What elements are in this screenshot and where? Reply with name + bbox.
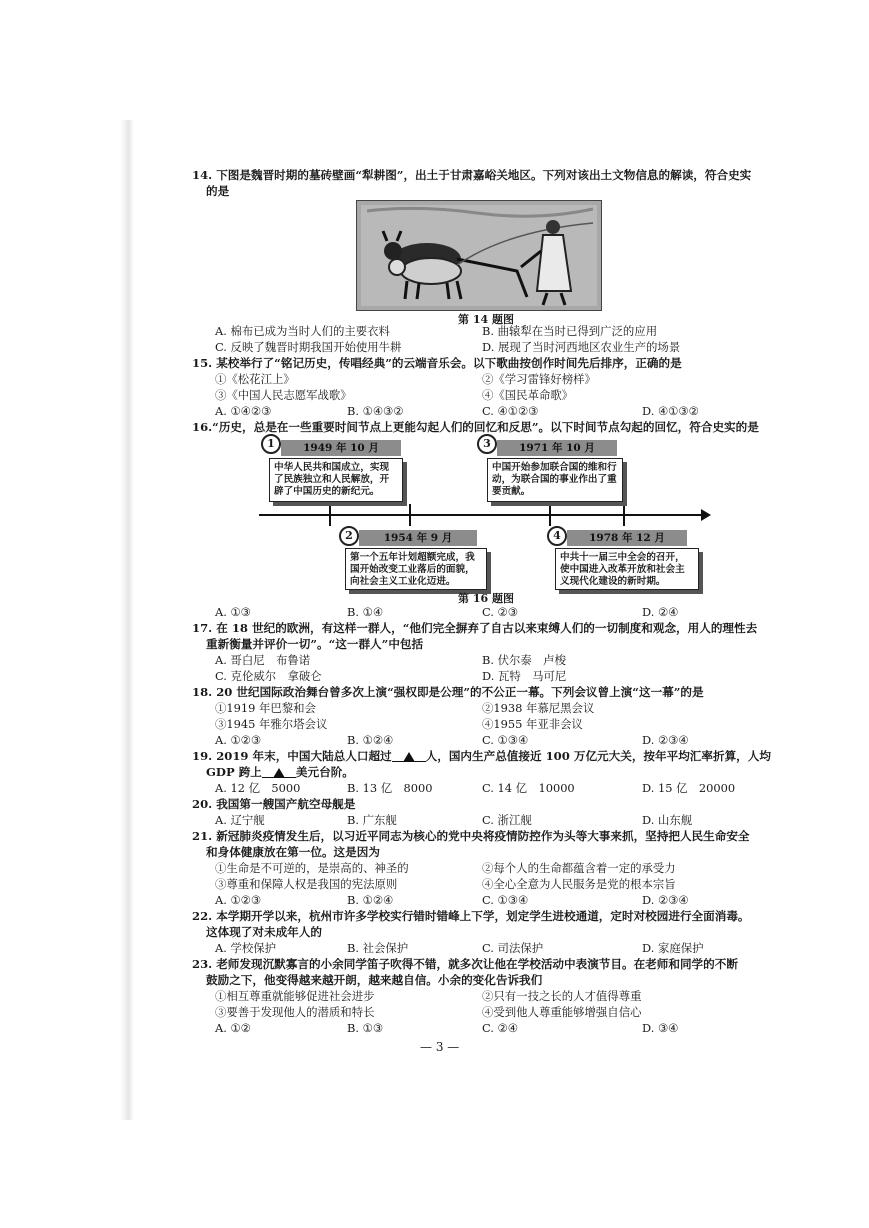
node-3-text: 中国开始参加联合国的维和行动，为联合国的事业作出了重要贡献。	[487, 458, 623, 502]
q19-stem-part3: GDP 跨上	[206, 765, 262, 779]
ploughing-mural-image	[356, 200, 602, 311]
q23-stem	[192, 956, 786, 988]
timeline-tick	[549, 504, 551, 526]
q19-stem-line2	[192, 764, 786, 780]
q18-item-4: ④1955 年亚非会议	[482, 717, 583, 731]
timeline-tick	[409, 504, 411, 526]
q15-option-a[interactable]: A. ①④②③	[215, 404, 272, 418]
timeline-tick	[623, 504, 625, 526]
q20-option-d[interactable]: D. 山东舰	[642, 813, 693, 827]
q18-item-1: ①1919 年巴黎和会	[215, 701, 316, 715]
q23-item-3: ③要善于发现他人的潜质和特长	[215, 1005, 375, 1019]
q18-item-3: ③1945 年雅尔塔会议	[215, 717, 328, 731]
q21-option-b[interactable]: B. ①②④	[347, 893, 394, 907]
q19-option-c[interactable]: C. 14 亿 10000	[482, 781, 575, 795]
q14-option-a[interactable]: A. 棉布已成为当时人们的主要衣料	[215, 324, 390, 338]
q21-stem	[192, 828, 786, 860]
q16-timeline-figure	[255, 434, 717, 590]
q23-option-d[interactable]: D. ③④	[642, 1021, 679, 1035]
q23-stem-line2: 鼓励之下，他变得越来越开朗，越来越自信。小余的变化告诉我们	[206, 973, 543, 987]
q16-stem: 16.“历史，总是在一些重要时间节点上更能勾起人们的回忆和反思”。以下时间节点勾起的回忆，符合史实的是	[192, 420, 759, 434]
q18-option-d[interactable]: D. ②③④	[642, 733, 689, 747]
q21-item-3: ③尊重和保障人权是我国的宪法原则	[215, 877, 398, 891]
q17-stem	[192, 620, 786, 652]
q17-option-a[interactable]: A. 哥白尼 布鲁诺	[215, 653, 311, 667]
triangle-icon	[273, 768, 285, 778]
q19-stem-part2: 人，国内生产总值接近 100 万亿元大关，按年平均汇率折算，人均	[425, 749, 771, 763]
page-number: — 3 —	[420, 1040, 460, 1054]
node-2-date: 1954 年 9 月	[359, 530, 477, 546]
q18-item-2: ②1938 年慕尼黑会议	[482, 701, 595, 715]
q16-option-c[interactable]: C. ②③	[482, 605, 518, 619]
q20-option-c[interactable]: C. 浙江舰	[482, 813, 532, 827]
q19-stem	[192, 748, 786, 780]
q16-figure-caption: 第 16 题图	[458, 592, 514, 605]
q23-item-4: ④受到他人尊重能够增强自信心	[482, 1005, 642, 1019]
q15-option-b[interactable]: B. ①④③②	[347, 404, 404, 418]
q14-option-b[interactable]: B. 曲辕犁在当时已得到广泛的应用	[482, 324, 658, 338]
q14-stem-line1: 14. 下图是魏晋时期的墓砖壁画“犁耕图”，出土于甘肃嘉峪关地区。下列对该出土文物信息的解读，符合史实	[192, 168, 752, 182]
q21-item-2: ②每个人的生命都蕴含着一定的承受力	[482, 861, 676, 875]
q22-option-a[interactable]: A. 学校保护	[215, 941, 277, 955]
q20-stem: 20. 我国第一艘国产航空母舰是	[192, 797, 356, 811]
node-3-date: 1971 年 10 月	[497, 440, 617, 456]
q14-figure-caption: 第 14 题图	[458, 313, 514, 326]
q21-item-1: ①生命是不可逆的，是崇高的、神圣的	[215, 861, 409, 875]
q15-option-d[interactable]: D. ④①③②	[642, 404, 699, 418]
q19-blank-2[interactable]	[262, 764, 296, 778]
q14-stem	[192, 167, 786, 199]
node-1-date: 1949 年 10 月	[281, 440, 401, 456]
node-4-badge: 4	[547, 526, 567, 546]
q15-item-3: ③《中国人民志愿军战歌》	[215, 388, 352, 402]
q21-option-c[interactable]: C. ①③④	[482, 893, 529, 907]
q23-stem-line1: 23. 老师发现沉默寡言的小余同学笛子吹得不错，就多次让他在学校活动中表演节目。在老师和同学的不断	[192, 957, 738, 971]
timeline-axis	[259, 514, 705, 516]
q23-option-b[interactable]: B. ①③	[347, 1021, 384, 1035]
q19-stem-part1: 19. 2019 年末，中国大陆总人口超过	[192, 749, 392, 763]
q22-stem	[192, 908, 786, 940]
timeline-arrow-icon	[701, 509, 711, 521]
q22-option-d[interactable]: D. 家庭保护	[642, 941, 704, 955]
q15-item-4: ④《国民革命歌》	[482, 388, 574, 402]
node-1-text: 中华人民共和国成立，实现了民族独立和人民解放，开辟了中国历史的新纪元。	[269, 458, 403, 502]
q15-option-c[interactable]: C. ④①②③	[482, 404, 539, 418]
q16-option-d[interactable]: D. ②④	[642, 605, 679, 619]
q14-stem-line2: 的是	[206, 184, 230, 198]
q15-item-2: ②《学习雷锋好榜样》	[482, 372, 596, 386]
q18-option-c[interactable]: C. ①③④	[482, 733, 529, 747]
node-1-badge: 1	[261, 434, 281, 454]
q22-stem-line2: 这体现了对未成年人的	[206, 925, 322, 939]
node-4-text: 中共十一届三中全会的召开，使中国进入改革开放和社会主义现代化建设的新时期。	[555, 548, 699, 590]
q14-option-d[interactable]: D. 展现了当时河西地区农业生产的场景	[482, 340, 681, 354]
q20-option-a[interactable]: A. 辽宁舰	[215, 813, 265, 827]
q22-option-b[interactable]: B. 社会保护	[347, 941, 409, 955]
q23-item-1: ①相互尊重就能够促进社会进步	[215, 989, 375, 1003]
ox-plough-icon	[357, 201, 601, 310]
q22-stem-line1: 22. 本学期开学以来，杭州市许多学校实行错时错峰上下学，划定学生进校通道，定时对校园进行全面消毒。	[192, 909, 750, 923]
triangle-icon	[403, 752, 415, 762]
q19-blank-1[interactable]	[392, 748, 426, 762]
q22-option-c[interactable]: C. 司法保护	[482, 941, 544, 955]
q18-stem: 18. 20 世纪国际政治舞台曾多次上演“强权即是公理”的不公正一幕。下列会议曾上演“这一幕”的是	[192, 685, 704, 699]
q21-stem-line2: 和身体健康放在第一位。这是因为	[206, 845, 380, 859]
timeline-tick	[329, 504, 331, 526]
q17-option-c[interactable]: C. 克伦威尔 拿破仑	[215, 669, 322, 683]
q21-option-d[interactable]: D. ②③④	[642, 893, 689, 907]
q21-stem-line1: 21. 新冠肺炎疫情发生后，以习近平同志为核心的党中央将疫情防控作为头等大事来抓，坚持把人民生命安全	[192, 829, 750, 843]
q18-option-b[interactable]: B. ①②④	[347, 733, 394, 747]
q21-item-4: ④全心全意为人民服务是党的根本宗旨	[482, 877, 676, 891]
q17-stem-line1: 17. 在 18 世纪的欧洲，有这样一群人，“他们完全摒弃了自古以来束缚人们的一切制度和观念，用人的理性去	[192, 621, 758, 635]
q19-option-b[interactable]: B. 13 亿 8000	[347, 781, 433, 795]
q19-stem-line1	[192, 748, 786, 764]
node-2-text: 第一个五年计划超额完成，我国开始改变工业落后的面貌，向社会主义工业化迈进。	[345, 548, 487, 590]
q17-option-d[interactable]: D. 瓦特 马可尼	[482, 669, 567, 683]
q21-option-a[interactable]: A. ①②③	[215, 893, 262, 907]
q19-stem-part4: 美元台阶。	[295, 765, 354, 779]
q15-stem: 15. 某校举行了“铭记历史，传唱经典”的云端音乐会。以下歌曲按创作时间先后排序，正确的是	[192, 356, 682, 370]
q16-option-b[interactable]: B. ①④	[347, 605, 384, 619]
q16-option-a[interactable]: A. ①③	[215, 605, 251, 619]
node-4-date: 1978 年 12 月	[567, 530, 687, 546]
node-2-badge: 2	[339, 526, 359, 546]
q19-option-a[interactable]: A. 12 亿 5000	[215, 781, 301, 795]
q15-item-1: ①《松花江上》	[215, 372, 295, 386]
node-3-badge: 3	[477, 434, 497, 454]
q14-option-c[interactable]: C. 反映了魏晋时期我国开始使用牛耕	[215, 340, 402, 354]
q23-option-c[interactable]: C. ②④	[482, 1021, 518, 1035]
q17-option-b[interactable]: B. 伏尔泰 卢梭	[482, 653, 566, 667]
q20-option-b[interactable]: B. 广东舰	[347, 813, 397, 827]
q19-option-d[interactable]: D. 15 亿 20000	[642, 781, 736, 795]
q18-option-a[interactable]: A. ①②③	[215, 733, 262, 747]
q23-option-a[interactable]: A. ①②	[215, 1021, 251, 1035]
q23-item-2: ②只有一技之长的人才值得尊重	[482, 989, 642, 1003]
q17-stem-line2: 重新衡量并评价一切”。“这一群人”中包括	[206, 637, 424, 651]
